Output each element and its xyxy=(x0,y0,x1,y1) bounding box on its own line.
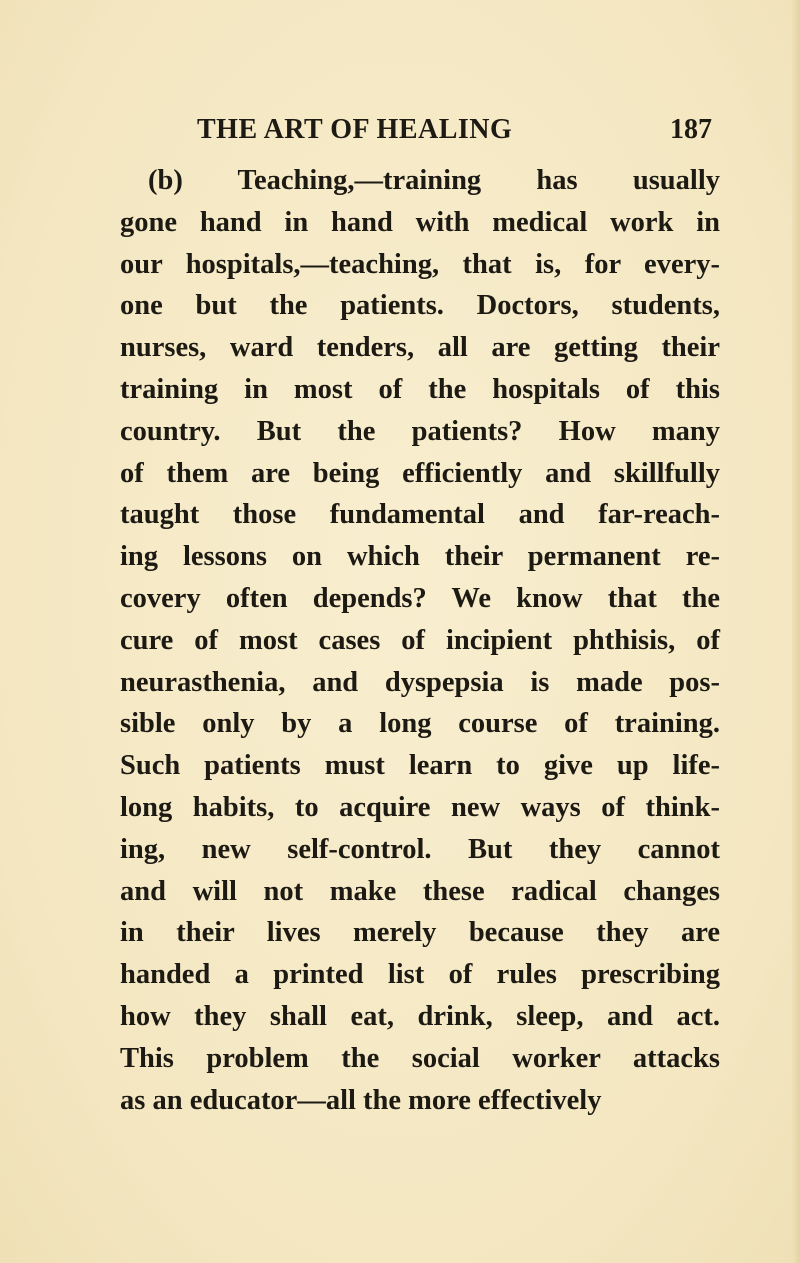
text-line: long habits, to acquire new ways of think- xyxy=(120,791,720,823)
text-line: covery often depends? We know that the xyxy=(120,582,720,614)
running-title: THE ART OF HEALING xyxy=(197,114,513,145)
text-line: one but the patients. Doctors, students, xyxy=(120,290,720,322)
text-line: our hospitals,—teaching, that is, for every- xyxy=(120,248,720,280)
text-line: handed a printed list of rules prescribing xyxy=(120,959,720,991)
text-line: nurses, ward tenders, all are getting their xyxy=(120,332,720,364)
text-line: and will not make these radical changes xyxy=(120,875,720,907)
text-line: gone hand in hand with medical work in xyxy=(120,206,720,238)
page-edge xyxy=(792,0,800,1263)
text-line: of them are being efficiently and skillfully xyxy=(120,457,720,489)
text-line: This problem the social worker attacks xyxy=(120,1042,720,1074)
text-line: how they shall eat, drink, sleep, and act. xyxy=(120,1000,720,1032)
text-line: country. But the patients? How many xyxy=(120,415,720,447)
page-header xyxy=(197,112,712,148)
body-paragraph xyxy=(120,160,720,1121)
text-line: training in most of the hospitals of this xyxy=(120,373,720,405)
text-line: cure of most cases of incipient phthisis, of xyxy=(120,624,720,656)
text-line: ing, new self-control. But they cannot xyxy=(120,833,720,865)
text-line: as an educator—all the more effectively xyxy=(120,1084,602,1116)
text-line: Such patients must learn to give up life- xyxy=(120,750,720,782)
text-line: ing lessons on which their permanent re- xyxy=(120,541,720,573)
text-line: taught those fundamental and far-reach- xyxy=(120,499,720,531)
text-line: in their lives merely because they are xyxy=(120,917,720,949)
text-line: sible only by a long course of training. xyxy=(120,708,720,740)
text-line: neurasthenia, and dyspepsia is made pos- xyxy=(120,666,720,698)
page-number: 187 xyxy=(670,114,712,145)
text-line: (b) Teaching,—training has usually xyxy=(148,165,720,196)
